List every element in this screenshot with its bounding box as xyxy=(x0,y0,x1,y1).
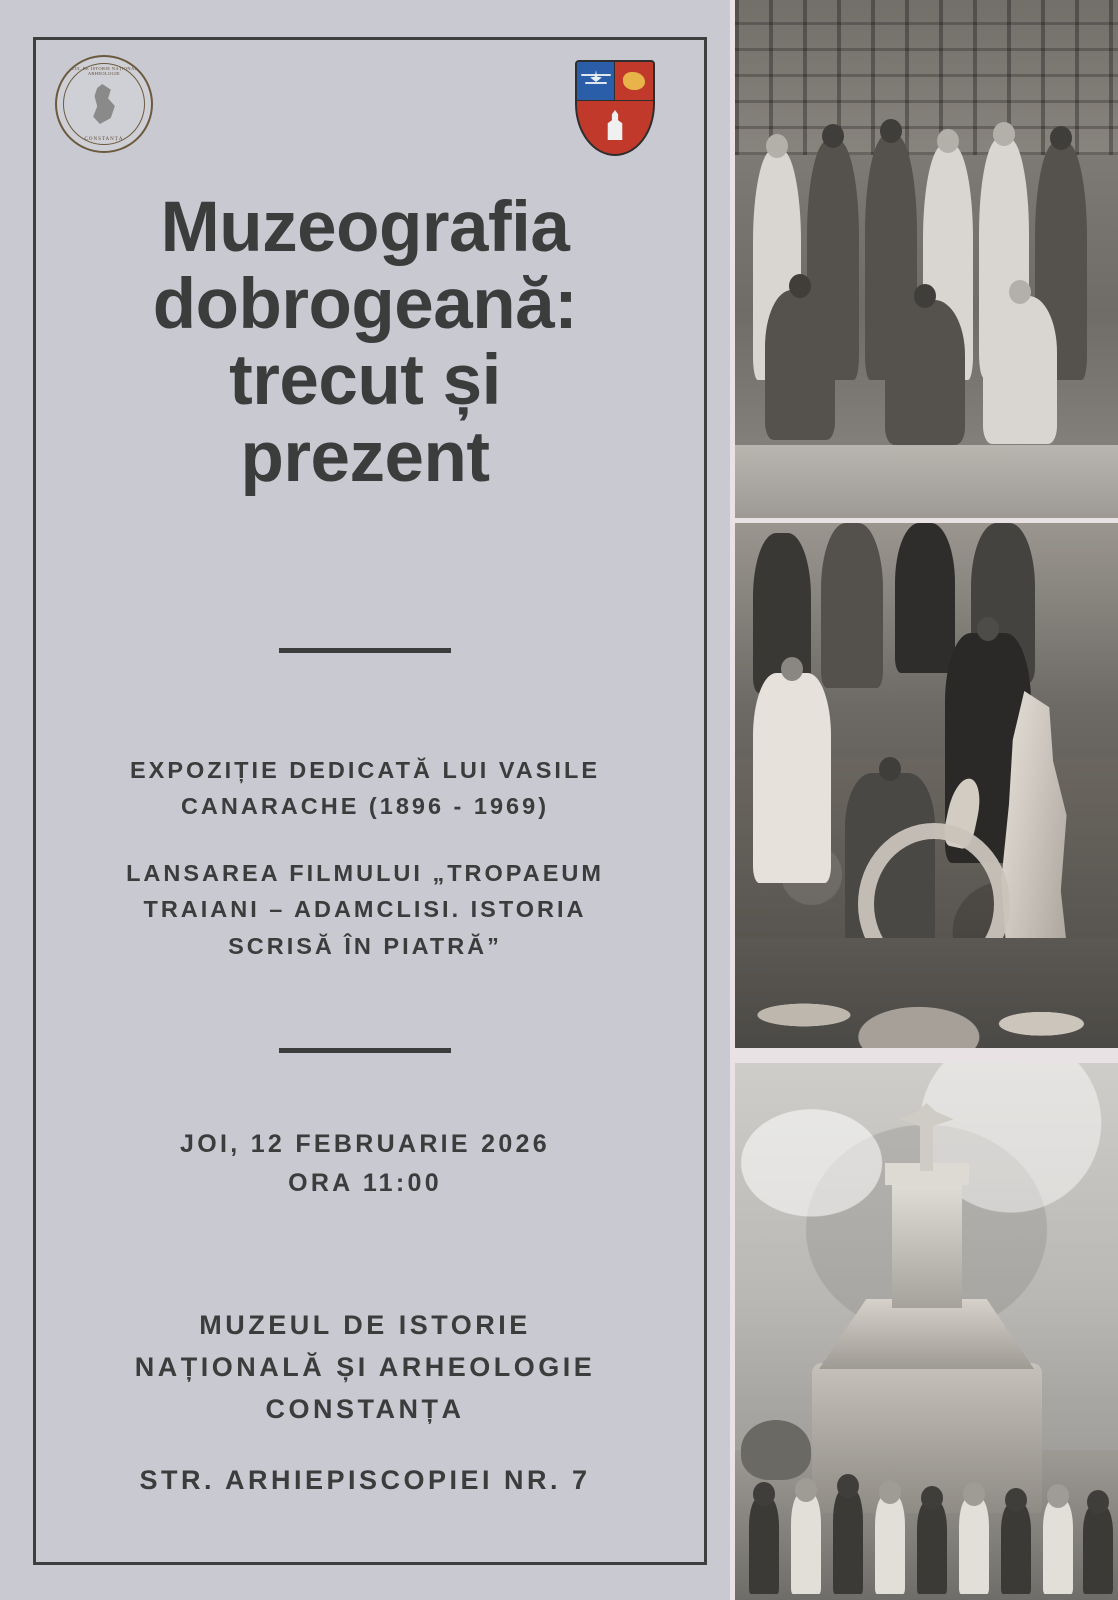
person-figure xyxy=(895,523,955,673)
person-figure xyxy=(833,1490,863,1594)
photo-excavation-statue xyxy=(735,523,1118,1048)
person-head xyxy=(789,274,811,298)
photo-tropaeum-traiani xyxy=(735,1063,1118,1600)
film-line: LANSAREA FILMULUI „TROPAEUM xyxy=(126,859,604,886)
person-head xyxy=(1050,126,1072,150)
person-figure xyxy=(749,1498,779,1594)
person-head xyxy=(781,657,803,681)
person-figure xyxy=(1043,1500,1073,1594)
title-line: trecut și xyxy=(229,341,501,421)
stone-rubble xyxy=(735,938,1118,1048)
person-head xyxy=(766,134,788,158)
person-head xyxy=(1087,1490,1109,1514)
person-head xyxy=(1047,1484,1069,1508)
event-datetime xyxy=(60,1125,670,1203)
county-coat-of-arms-icon xyxy=(575,60,655,156)
shield-shape xyxy=(575,60,655,156)
person-head xyxy=(880,119,902,143)
photo-column xyxy=(730,0,1118,1600)
film-line: SCRISĂ ÎN PIATRĂ” xyxy=(228,932,502,959)
person-figure xyxy=(821,523,883,688)
museum-seal-icon xyxy=(55,55,153,153)
page-title xyxy=(60,190,670,497)
person-head xyxy=(977,617,999,641)
visitor-crowd xyxy=(735,1450,1118,1600)
person-figure xyxy=(875,1496,905,1594)
person-head xyxy=(879,757,901,781)
title-line: prezent xyxy=(240,418,490,498)
person-figure xyxy=(1001,1504,1031,1594)
person-head xyxy=(1005,1488,1027,1512)
person-head xyxy=(1009,280,1031,304)
person-head xyxy=(921,1486,943,1510)
exhibition-line: CANARACHE (1896 - 1969) xyxy=(180,793,550,820)
title-line: Muzeografia xyxy=(160,188,570,267)
subtitle-block xyxy=(60,752,670,964)
photo-ground xyxy=(735,445,1118,518)
venue-line: CONSTANȚA xyxy=(265,1393,465,1424)
event-time: ORA 11:00 xyxy=(288,1168,442,1197)
person-head xyxy=(937,129,959,153)
wave-line-icon xyxy=(585,82,607,84)
person-head xyxy=(963,1482,985,1506)
museum-seal-top-text: MUZEUL DE ISTORIE NAȚIONALĂ ȘI ARHEOLOGIE xyxy=(60,66,148,76)
person-head xyxy=(753,1482,775,1506)
person-figure-seated xyxy=(885,300,965,445)
divider-bottom xyxy=(279,1048,451,1053)
venue-line: NAȚIONALĂ ȘI ARHEOLOGIE xyxy=(134,1351,596,1382)
monument-icon xyxy=(602,110,628,140)
person-figure-seated xyxy=(983,296,1057,444)
title-line: dobrogeană: xyxy=(152,264,578,344)
spacer xyxy=(60,825,670,855)
person-figure-white-coat xyxy=(753,673,831,883)
person-figure-seated xyxy=(765,290,835,440)
event-date: JOI, 12 FEBRUARIE 2026 xyxy=(180,1130,550,1158)
person-head xyxy=(914,284,936,308)
person-figure xyxy=(917,1502,947,1594)
person-figure xyxy=(791,1494,821,1594)
person-figure xyxy=(1083,1506,1113,1594)
exhibition-line: EXPOZIȚIE DEDICATĂ LUI VASILE xyxy=(130,757,600,783)
person-head xyxy=(837,1474,859,1498)
person-head xyxy=(822,124,844,148)
venue-line: MUZEUL DE ISTORIE xyxy=(199,1310,531,1340)
person-figure xyxy=(959,1498,989,1594)
museum-seal-bottom-text: CONSTANȚA xyxy=(84,137,124,142)
logo-row xyxy=(0,55,730,165)
person-head xyxy=(795,1478,817,1502)
event-venue xyxy=(60,1305,670,1431)
film-line: TRAIANI – ADAMCLISI. ISTORIA xyxy=(143,896,587,923)
person-head xyxy=(993,122,1015,146)
photo-group-at-stone-wall xyxy=(735,0,1118,518)
event-address: STR. ARHIEPISCOPIEI NR. 7 xyxy=(139,1465,591,1495)
divider-top xyxy=(279,648,451,653)
monument-tower xyxy=(892,1183,962,1308)
lion-icon xyxy=(623,72,645,90)
person-head xyxy=(879,1480,901,1504)
